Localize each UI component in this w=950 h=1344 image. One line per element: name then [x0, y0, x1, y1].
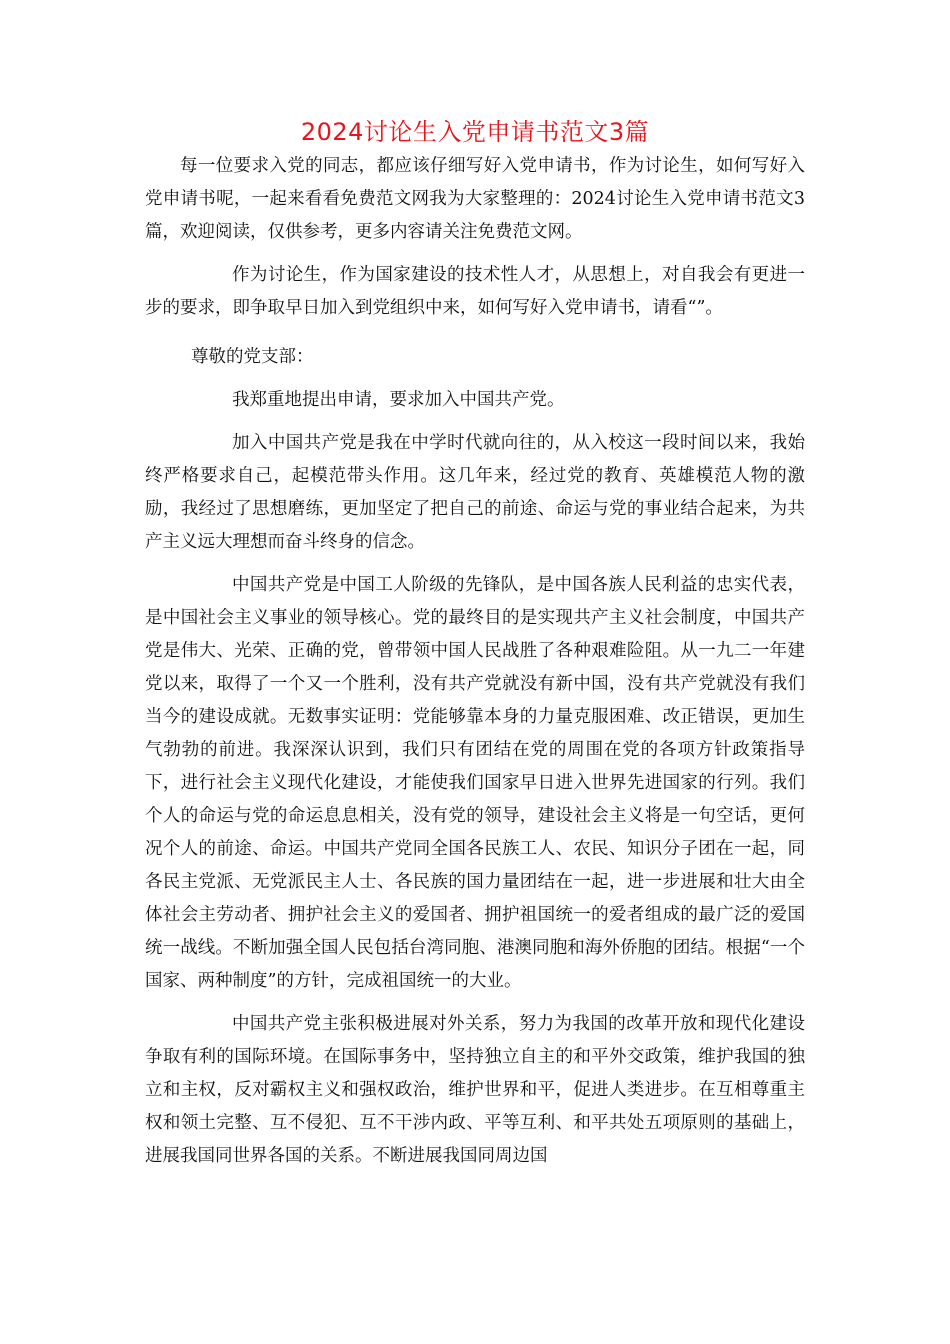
body-paragraph: 加入中国共产党是我在中学时代就向往的，从入校这一段时间以来，我始终严格要求自己，起模范带头作用。这几年来，经过党的教育、英雄模范人物的激励，我经过了思想磨练，更加坚定了把自己的前途、命运与党的事业结合起来，为共产主义远大理想而奋斗终身的信念。: [145, 433, 805, 552]
body-paragraph: 中国共产党是中国工人阶级的先锋队，是中国各族人民利益的忠实代表，是中国社会主义事业的领导核心。党的最终目的是实现共产主义社会制度，中国共产党是伟大、光荣、正确的党，曾带领中国人民战胜了各种艰难险阻。从一九二一年建党以来，取得了一个又一个胜利，没有共产党就没有新中国，没有共产党就没有我们当今的建设成就。无数事实证明：党能够靠本身的力量克服困难、改正错误，更加生气勃勃的前进。我深深认识到，我们只有团结在党的周围在党的各项方针政策指导下，进行社会主义现代化建设，才能使我们国家早日进入世界先进国家的行列。我们个人的命运与党的命运息息相关，没有党的领导，建设社会主义将是一句空话，更何况个人的前途、命运。中国共产党同全国各民族工人、农民、知识分子团在一起，同各民主党派、无党派民主人士、各民族的国力量团结在一起，进一步进展和壮大由全体社会主劳动者、拥护社会主义的爱国者、拥护祖国统一的爱者组成的最广泛的爱国统一战线。不断加强全国人民包括台湾同胞、港澳同胞和海外侨胞的团结。根据“一个国家、两种制度”的方针，完成祖国统一的大业。: [145, 575, 805, 991]
document-title: 2024讨论生入党申请书范文3篇: [300, 118, 650, 146]
intro-paragraph: 每一位要求入党的同志，都应该仔细写好入党申请书，作为讨论生，如何写好入党申请书呢，一起来看看免费范文网我为大家整理的：2024讨论生入党申请书范文3篇，欢迎阅读，仅供参考，更多内容请关注免费范文网。: [145, 156, 805, 242]
preface-paragraph: 作为讨论生，作为国家建设的技术性人才，从思想上，对自我会有更进一步的要求，即争取早日加入到党组织中来，如何写好入党申请书，请看“”。: [145, 265, 805, 318]
application-statement: 我郑重地提出申请，要求加入中国共产党。: [232, 390, 565, 410]
salutation: 尊敬的党支部：: [191, 347, 314, 367]
body-paragraph: 中国共产党主张积极进展对外关系，努力为我国的改革开放和现代化建设争取有利的国际环境。在国际事务中，坚持独立自主的和平外交政策，维护我国的独立和主权，反对霸权主义和强权政治，维护世界和平，促进人类进步。在互相尊重主权和领土完整、互不侵犯、互不干涉内政、平等互利、和平共处五项原则的基础上，进展我国同世界各国的关系。不断进展我国同周边国: [145, 1014, 805, 1166]
document-body: [145, 150, 805, 1173]
